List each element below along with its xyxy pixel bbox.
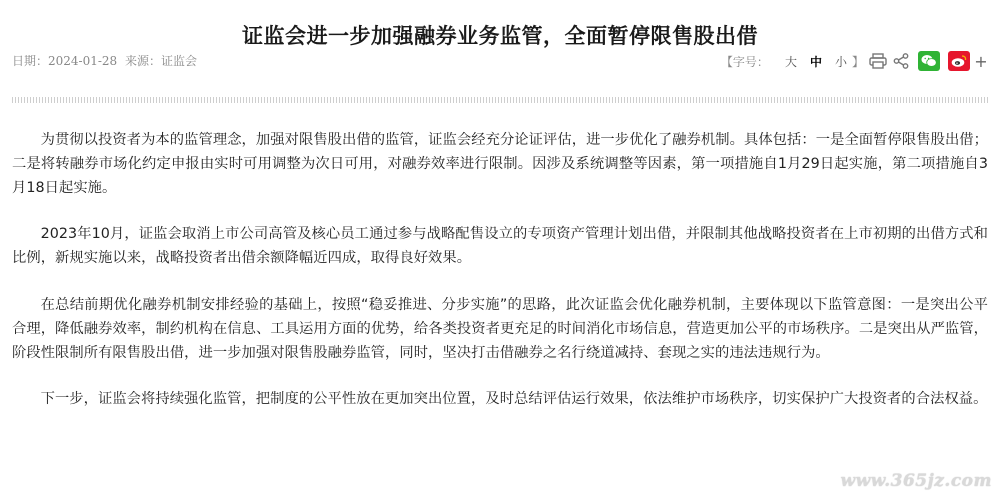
paragraph: 2023年10月，证监会取消上市公司高管及核心员工通过参与战略配售设立的专项资产管理计划出借，并限制其他战略投资者在上市初期的出借方式和比例，新规实施以来，战略投资者出借余额降幅近四成，取得良好效果。 [12,226,988,267]
font-size-bracket: 】 [851,54,864,69]
dotted-divider [12,97,988,103]
print-icon[interactable] [868,51,888,71]
weibo-icon[interactable] [948,51,970,71]
font-large-button[interactable]: 大 [784,54,797,69]
font-small-button[interactable]: 小 [834,54,847,69]
paragraph: 下一步，证监会将持续强化监管，把制度的公平性放在更加突出位置，及时总结评估运行效果，依法维护市场秩序，切实保护广大投资者的合法权益。 [40,391,988,408]
article-meta [12,49,988,73]
meta-info [12,52,201,69]
article-toolbar [721,49,988,73]
publish-date: 日期：2024-01-28 [12,54,118,68]
site-watermark: www.365jz.com [840,471,992,491]
more-share-icon[interactable]: + [974,51,988,71]
wechat-icon[interactable] [918,51,940,71]
paragraph: 为贯彻以投资者为本的监管理念，加强对限售股出借的监管，证监会经充分论证评估，进一步优化了融券机制。具体包括：一是全面暂停限售股出借；二是将转融券市场化约定申报由实时可用调整为次日可用，对融券效率进行限制。因涉及系统调整等因素，第一项措施自1月29日起实施，第二项措施自3月18日起实施。 [12,132,988,196]
page-title: 证监会进一步加强融券业务监管，全面暂停限售股出借 [242,24,758,48]
share-icon[interactable] [892,51,910,71]
font-medium-button[interactable]: 中 [809,54,822,69]
article-body [12,129,988,412]
paragraph: 在总结前期优化融券机制安排经验的基础上，按照“稳妥推进、分步实施”的思路，此次证监会优化融券机制，主要体现以下监管意图：一是突出公平合理，降低融券效率，制约机构在信息、工具运用方面的优势，给各类投资者更充足的时间消化市场信息，营造更加公平的市场秩序。二是突出从严监管，阶段性限制所有限售股出借，进一步加强对限售股融券监管，同时，坚决打击借融券之名行绕道减持、套现之实的违法违规行为。 [12,296,988,361]
source-label: 来源：证监会 [125,54,198,68]
font-size-label: 【字号： [720,54,769,69]
